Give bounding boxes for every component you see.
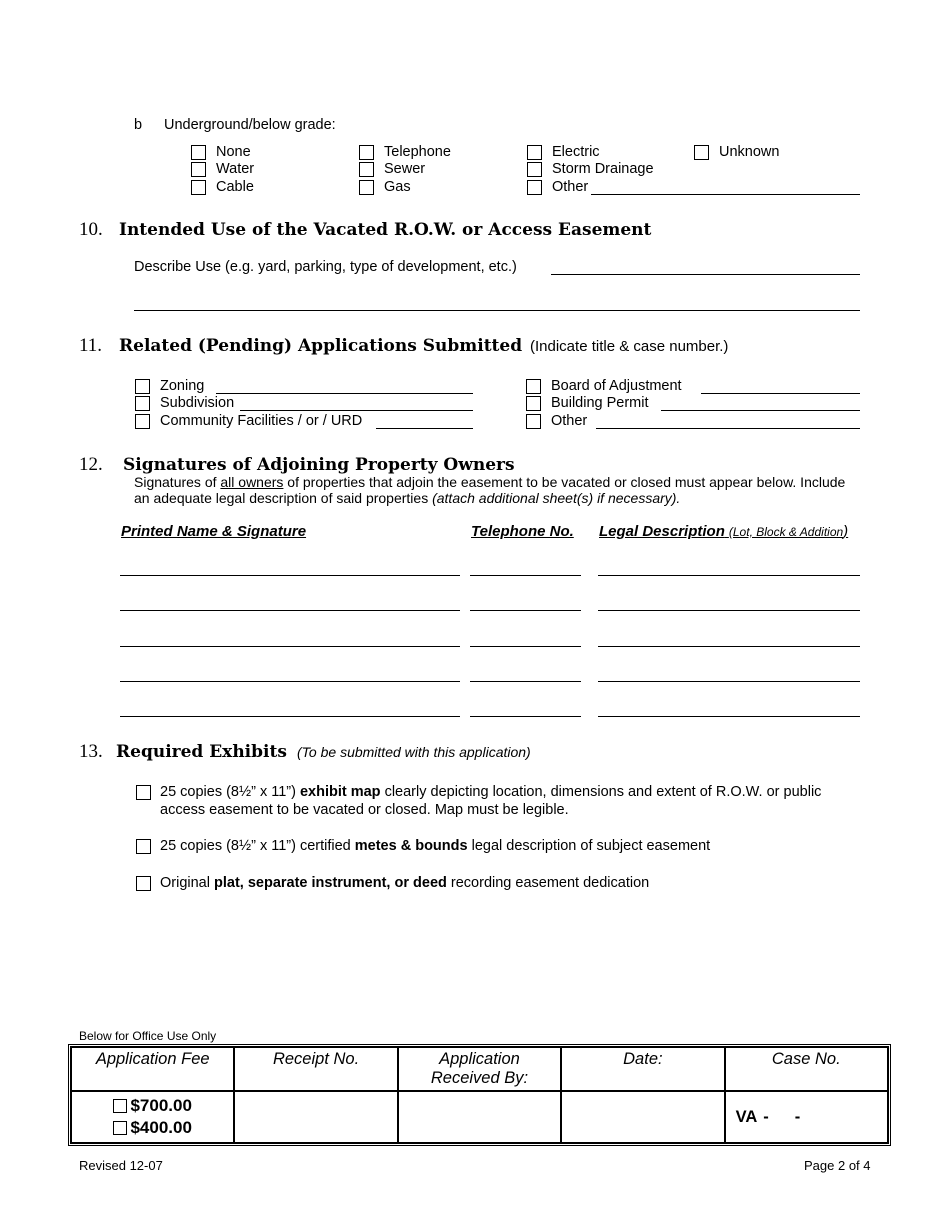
option-cable: Cable	[216, 179, 254, 195]
checkbox-zoning[interactable]	[135, 379, 150, 394]
describe-use-line-2[interactable]	[134, 310, 860, 311]
section-13-title: Required Exhibits	[116, 742, 287, 762]
checkbox-unknown[interactable]	[694, 145, 709, 160]
zoning-line[interactable]	[216, 393, 473, 394]
checkbox-subdivision[interactable]	[135, 396, 150, 411]
building-permit-line[interactable]	[661, 410, 860, 411]
case-no-cell[interactable]: VA - -	[725, 1091, 888, 1143]
board-of-adjustment-line[interactable]	[701, 393, 860, 394]
community-facilities-line[interactable]	[376, 428, 473, 429]
header-receipt-no: Receipt No.	[234, 1047, 397, 1091]
option-zoning: Zoning	[160, 378, 205, 394]
option-electric: Electric	[552, 144, 600, 160]
exhibit-map-text: 25 copies (8½” x 11”) exhibit map clearly depicting location, dimensions and extent of R.O.W. or public	[160, 784, 822, 800]
option-gas: Gas	[384, 179, 411, 195]
signature-row-3-legal[interactable]	[598, 646, 860, 647]
checkbox-building-permit[interactable]	[526, 396, 541, 411]
option-community-facilities: Community Facilities / or / URD	[160, 413, 363, 429]
option-telephone: Telephone	[384, 144, 451, 160]
option-sewer: Sewer	[384, 161, 426, 177]
signature-row-1-name[interactable]	[120, 575, 460, 576]
received-by-cell[interactable]	[398, 1091, 561, 1143]
checkbox-cable[interactable]	[191, 180, 206, 195]
signature-row-2-legal[interactable]	[598, 610, 860, 611]
revised-date: Revised 12-07	[79, 1158, 163, 1173]
date-cell[interactable]	[561, 1091, 724, 1143]
option-storm-drainage: Storm Drainage	[552, 161, 654, 177]
fee-options-cell	[71, 1091, 234, 1143]
checkbox-exhibit-map[interactable]	[136, 785, 151, 800]
header-case-no: Case No.	[725, 1047, 888, 1091]
section-12-number: 12.	[79, 454, 103, 475]
checkbox-plat-deed[interactable]	[136, 876, 151, 891]
signature-row-1-legal[interactable]	[598, 575, 860, 576]
receipt-no-cell[interactable]	[234, 1091, 397, 1143]
checkbox-community-facilities[interactable]	[135, 414, 150, 429]
section-b-label: Underground/below grade:	[164, 117, 336, 133]
option-board-of-adjustment: Board of Adjustment	[551, 378, 682, 394]
checkbox-fee-400	[113, 1121, 127, 1135]
subdivision-line[interactable]	[240, 410, 473, 411]
signature-row-4-name[interactable]	[120, 681, 460, 682]
checkbox-other-application[interactable]	[526, 414, 541, 429]
option-water: Water	[216, 161, 255, 177]
option-subdivision: Subdivision	[160, 395, 235, 411]
checkbox-gas[interactable]	[359, 180, 374, 195]
option-none: None	[216, 144, 251, 160]
office-use-caption: Below for Office Use Only	[79, 1029, 217, 1043]
section-10-number: 10.	[79, 219, 103, 240]
section-12-title: Signatures of Adjoining Property Owners	[123, 455, 515, 475]
fee-option-700[interactable]: $700.00	[113, 1095, 191, 1117]
header-date: Date:	[561, 1047, 724, 1091]
signature-row-5-name[interactable]	[120, 716, 460, 717]
checkbox-electric[interactable]	[527, 145, 542, 160]
col-header-phone: Telephone No.	[471, 523, 574, 540]
col-header-name: Printed Name & Signature	[121, 523, 307, 540]
option-other-utility: Other	[552, 179, 589, 195]
col-header-legal: Legal Description (Lot, Block & Addition)	[599, 523, 849, 540]
fee-option-400[interactable]: $400.00	[113, 1117, 191, 1139]
describe-use-label: Describe Use (e.g. yard, parking, type of development, etc.)	[134, 259, 517, 275]
header-application-received-by: Application Received By:	[398, 1047, 561, 1091]
office-use-table	[68, 1044, 891, 1146]
exhibit-map-text-line-2: access easement to be vacated or closed. Map must be legible.	[160, 802, 569, 818]
other-utility-line[interactable]	[591, 194, 860, 195]
checkbox-metes-bounds[interactable]	[136, 839, 151, 854]
section-12-instructions-line-2: an adequate legal description of said properties (attach additional sheet(s) if necessary).	[134, 490, 681, 506]
checkbox-fee-700	[113, 1099, 127, 1113]
other-application-line[interactable]	[596, 428, 860, 429]
option-unknown: Unknown	[719, 144, 780, 160]
page-number: Page 2 of 4	[804, 1158, 871, 1173]
signature-row-2-phone[interactable]	[470, 610, 581, 611]
plat-deed-text: Original plat, separate instrument, or deed recording easement dedication	[160, 875, 650, 891]
signature-row-1-phone[interactable]	[470, 575, 581, 576]
checkbox-other-utility[interactable]	[527, 180, 542, 195]
checkbox-storm-drainage[interactable]	[527, 162, 542, 177]
checkbox-board-of-adjustment[interactable]	[526, 379, 541, 394]
section-11-note: (Indicate title & case number.)	[530, 338, 729, 355]
signature-row-3-phone[interactable]	[470, 646, 581, 647]
metes-bounds-text: 25 copies (8½” x 11”) certified metes & bounds legal description of subject easement	[160, 838, 711, 854]
signature-row-5-phone[interactable]	[470, 716, 581, 717]
signature-row-3-name[interactable]	[120, 646, 460, 647]
option-other-application: Other	[551, 413, 588, 429]
signature-row-4-phone[interactable]	[470, 681, 581, 682]
section-13-note: (To be submitted with this application)	[297, 744, 531, 760]
signature-row-4-legal[interactable]	[598, 681, 860, 682]
section-b-letter: b	[134, 117, 143, 133]
section-13-number: 13.	[79, 741, 103, 762]
checkbox-telephone[interactable]	[359, 145, 374, 160]
signature-row-5-legal[interactable]	[598, 716, 860, 717]
checkbox-sewer[interactable]	[359, 162, 374, 177]
section-10-title: Intended Use of the Vacated R.O.W. or Access Easement	[119, 220, 652, 240]
section-11-title: Related (Pending) Applications Submitted	[119, 336, 523, 356]
describe-use-line-1[interactable]	[551, 274, 860, 275]
section-11-number: 11.	[79, 335, 103, 356]
signature-row-2-name[interactable]	[120, 610, 460, 611]
checkbox-none[interactable]	[191, 145, 206, 160]
header-application-fee: Application Fee	[71, 1047, 234, 1091]
checkbox-water[interactable]	[191, 162, 206, 177]
option-building-permit: Building Permit	[551, 395, 649, 411]
section-12-instructions-line-1: Signatures of all owners of properties that adjoin the easement to be vacated or closed must appear below. Include	[134, 474, 846, 490]
